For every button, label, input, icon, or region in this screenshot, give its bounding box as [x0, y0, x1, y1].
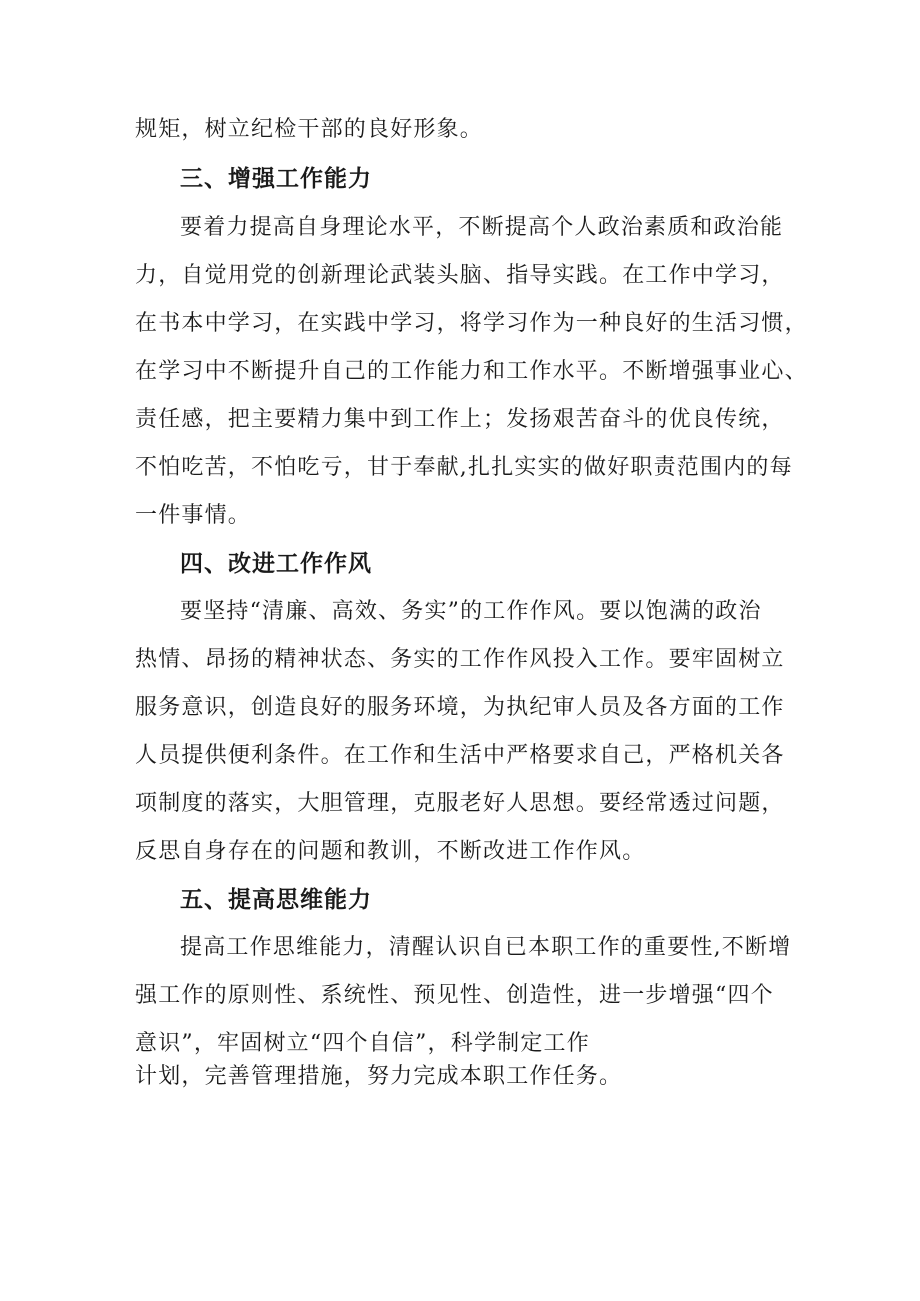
paragraph-line: 规矩，树立纪检干部的良好形象。	[135, 117, 484, 142]
section-heading-3: 三、增强工作能力	[180, 166, 372, 192]
paragraph-line: 意识”，牢固树立“四个自信”，科学制定工作	[135, 1031, 590, 1056]
paragraph-line: 人员提供便利条件。在工作和生活中严格要求自己，严格机关各	[135, 743, 785, 768]
paragraph-line: 要着力提高自身理论水平，不断提高个人政治素质和政治能	[180, 215, 784, 240]
paragraph-line: 项制度的落实，大胆管理，克服老好人思想。要经常透过问题，	[135, 791, 785, 816]
paragraph-line: 在书本中学习，在实践中学习，将学习作为一种良好的生活习惯，	[135, 311, 808, 336]
paragraph-line: 强工作的原则性、系统性、预见性、创造性，进一步增强“四个	[135, 983, 774, 1008]
paragraph-line: 计划，完善管理措施，努力完成本职工作任务。	[135, 1064, 623, 1089]
paragraph-line: 提高工作思维能力，清醒认识自已本职工作的重要性,不断增	[180, 935, 792, 960]
paragraph-line: 责任感，把主要精力集中到工作上；发扬艰苦奋斗的优良传统，	[135, 407, 785, 432]
paragraph-line: 一件事情。	[135, 503, 252, 528]
section-heading-4: 四、改进工作作风	[180, 551, 372, 577]
paragraph-line: 力，自觉用党的创新理论武装头脑、指导实践。在工作中学习，	[135, 263, 785, 288]
paragraph-line: 服务意识，创造良好的服务环境，为执纪审人员及各方面的工作	[135, 695, 785, 720]
paragraph-line: 不怕吃苦，不怕吃亏，甘于奉献,扎扎实实的做好职责范围内的每	[135, 455, 793, 480]
paragraph-line: 反思自身存在的问题和教训，不断改进工作作风。	[135, 839, 646, 864]
paragraph-line: 要坚持“清廉、高效、务实”的工作作风。要以饱满的政治	[180, 599, 762, 624]
paragraph-line: 在学习中不断提升自己的工作能力和工作水平。不断增强事业心、	[135, 359, 808, 384]
paragraph-line: 热情、昂扬的精神状态、务实的工作作风投入工作。要牢固树立	[135, 647, 785, 672]
section-heading-5: 五、提高思维能力	[180, 887, 372, 913]
